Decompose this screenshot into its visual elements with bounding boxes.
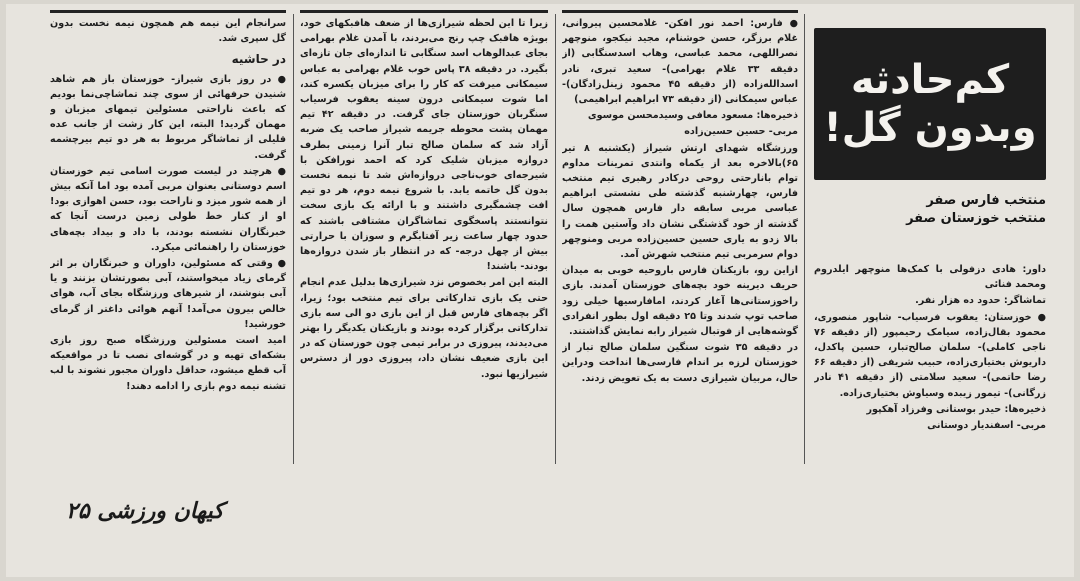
top-rule-col3: [300, 10, 548, 13]
headline: کم‌حادثه وبدون گل!: [823, 57, 1037, 151]
column-rule: [293, 14, 294, 464]
report-continued: زیرا تا این لحظه شیرازی‌ها از ضعف هافبکهای خود، بویژه هافبک چپ رنج می‌بردند، با آمدن غلام بهرامی بجای عبدالوهاب اسد سنگابی تا اندازه‌ای جان تازه‌ای بگیرد. در دقیقه ۳۸ پاس خوب غلام بهرامی به عباس سیمکانی میرفت که کار را برای میزبان یکسره کند، اما شوت سیمکانی درون سینه یعقوب فرسیاب سنگربان خوزستان جای گرفت. در دقیقه ۴۲ تیم مهمان پشت محوطه جریمه شیراز صاحب یک ضربه آزاد شد که سلمان صالح تبار آنرا زمینی بطرف دروازه میزبان شلیک کرد که احمد نورافکن با شیرجه‌ای خوب‌ناجی دروازه‌اش شد تا نیمه نخست بدون گل خاتمه یابد. با شروع نیمه دوم، هر دو تیم افت چشمگیری داشتند و با ارائه یک بازی سخت نتوانستند پاسخگوی تماشاگران مشتاقی باشند که حدود چهار ساعت زیر آفتابگرم و سوزان با حرارتی بیش از چهل درجه- که در انتظار باز شدن دروازه‌ها بودند- باشند!: [300, 18, 548, 273]
sideline-note-3: ● وقتی که مسئولین، داوران و خبرنگاران بر اثر گرمای زیاد میخواستند، آبی بصورتشان بزنند و یا آبی بنوشند، از شیرهای ورزشگاه بجای آب، هوای خالص بیرون می‌آمد! آنهم هوائی داغتر از گرمای خورشید!: [50, 258, 286, 330]
report-analysis: البته این امر بخصوص نزد شیرازی‌ها بدلیل عدم انجام حتی یک بازی تدارکاتی برای تیم منتخب بود؛ زیرا، اگر بچه‌های فارس قبل از این بازی دو الی سه بازی تدارکاتی برگزار کرده بودند و بازیکنان یکدیگر را بهتر می‌دیدند، پیروزی در برابر تیمی چون خوزستان که در این بازی ضعیف نشان داد، پیروزی دور از دسترس شیرازیها نبود.: [300, 277, 548, 380]
report-first-half: ازاین رو، بازیکنان فارس باروحیه خوبی به میدان حریف دیرینه خود بچه‌های خوزستان آمدند. بازی راخوزستانی‌ها آغاز کردند، امافارسیها خیلی زود صاحب توپ شدند وتا ۲۵ دقیقه اول بطور انفرادی گوشه‌هایی از فوتبال شیراز رابه نمایش گذاشتند.: [562, 265, 798, 338]
sidelines-heading: در حاشیه: [231, 52, 286, 67]
headline-box: [814, 28, 1046, 180]
fars-lineup: ● فارس: احمد نور افکن- غلامحسین پیروانی، غلام برزگر، حسن خوشنام، مجید نیکجو، منوچهر نصراللهی، محمد عباسی، وهاب اسدسنگابی (از دقیقه ۳۳ غلام بهرامی)- سعید تبری، نادر اسدالله‌زاده (از دقیقه ۴۵ محمود زینل‌زادگان)- عباس سیمکانی (از دقیقه ۷۳ ابراهیم ابراهیمی): [562, 18, 798, 106]
newspaper-clipping: [6, 4, 1074, 577]
fars-subs: ذخیره‌ها: مسعود معافی وسیدمحسن موسوی: [587, 110, 798, 122]
khuzestan-subs: ذخیره‌ها: حیدر بوستانی وفرزاد آهکپور: [866, 403, 1046, 415]
report-intro: ورزشگاه شهدای ارتش شیراز (یکشنبه ۸ تیر ۶۵)بالاخره بعد از یکماه وانتدی تمرینات مداوم توام بانارحتی روحی درکادر رهبری تیم منتخب فارس، چهارشنبه گذشته طی نشستی ابراهیم عباسی مربی سابقه دار فارس همچون سال گذشته از خود گذشتگی نشان داد وآستین همت را بالا زدو به یاری حسین حسین‌زاده مربی ومنوچهر دوام سرمربی تیم منتخب شهرش آمد.: [562, 142, 798, 261]
column-fars-report: [562, 16, 798, 468]
score-lines: [814, 192, 1046, 228]
khuzestan-coach: مربی- اسفندیار دوستانی: [927, 420, 1046, 432]
top-rule-col4: [50, 10, 286, 13]
second-half-end: سرانجام این نیمه هم همچون نیمه نخست بدون گل سپری شد.: [50, 18, 286, 45]
column-sidelines: [50, 16, 286, 468]
report-minute-35: در دقیقه ۳۵ شوت سنگین سلمان صالح تبار از خوزستان لرزه بر اندام فارسی‌ها انداخت ودراین حال، مربیان شیرازی دست به یک تعویض زدند.: [562, 342, 798, 384]
column-rule: [804, 14, 805, 464]
column-lineup-khuzestan: [814, 262, 1046, 472]
score-fars: منتخب فارس صفر: [926, 193, 1046, 208]
khuzestan-lineup: ● خوزستان: یعقوب فرسیاب- شاپور منصوری، محمود بقال‌زاده، سیامک رحیمپور (از دقیقه ۷۶ ناجی کاملی)- سلمان صالح‌تبار، حسین پاکدل، داریوش بختیاری‌زاده، حبیب شریفی (از دقیقه ۶۶ رضا حاتمی)- سعید سلامتی (از دقیقه ۴۱ نادر زرگانی)- تیمور زیبده وسیاوش بختیاری‌زاده.: [814, 311, 1046, 399]
column-match-report: [300, 16, 548, 468]
referee-line: داور: هادی دزفولی با کمک‌ها منوچهر ایلدروم ومحمد فنائی: [814, 264, 1046, 291]
top-rule-col2: [562, 10, 798, 13]
spectators-line: تماشاگر: حدود ده هزار نفر.: [915, 295, 1046, 307]
column-rule: [555, 14, 556, 464]
sideline-note-4: امید است مسئولین ورزشگاه صبح روز بازی بشکه‌ای تهیه و در گوشه‌ای نصب تا در مواقعیکه آب قطع میشود، حداقل داوران مجبور نشوند با لب تشنه نیمه دوم بازی را ادامه دهند!: [50, 335, 286, 392]
fars-coach: مربی- حسین حسین‌زاده: [684, 126, 798, 138]
kayhan-varzeshi-logo: کیهان ورزشی ۲۵: [66, 498, 224, 524]
score-khuzestan: منتخب خوزستان صفر: [906, 211, 1046, 226]
sideline-note-1: ● در روز بازی شیراز- خوزستان باز هم شاهد شنیدن حرفهائی از سوی چند تماشاچی‌نما بودیم که باعث ناراحتی مسئولین تیمهای میزبان و مهمان گردید! البته، این کار زشت از جانب عده قلیلی از تماشاگر مربوط به هر دو تیم بیرچشمه گرفت.: [50, 73, 286, 161]
sideline-note-2: ● هرچند در لیست صورت اسامی تیم خوزستان اسم دوستانی بعنوان مربی آمده بود اما آنکه بیش از همه شور میزد و ناراحت بود، حسن اهوازی بود! او از کنار خط طولی زمین درست آنجا که خبرنگاران نشسته بودند، با داد و بیداد بچه‌های خوزستان را راهنمائی میکرد.: [50, 165, 286, 253]
